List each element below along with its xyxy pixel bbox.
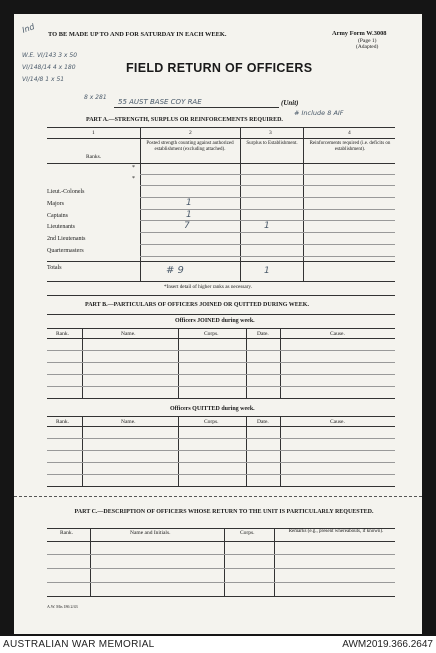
joined-title: Officers JOINED during week. [175,318,255,324]
col-num-3: 3 [269,130,272,136]
margin-note-3: VI/14/8 1 x 51 [22,76,65,83]
header-reinforcements: Reinforcements required (i.e. deficits on establishment). [309,141,391,152]
part-c-vline [274,528,275,596]
part-a-vline-3 [303,127,304,282]
unit-handwritten: 55 AUST BASE COY RAE [118,98,202,106]
rank-captains: Captains [47,213,68,219]
part-c-bottom-rule [47,596,395,597]
part-c-col-rank: Rank. [60,530,73,536]
unit-label: (Unit) [281,99,299,107]
joined-col-cause: Cause. [330,331,345,337]
margin-note-2: VI/148/14 4 x 180 [22,64,76,71]
joined-col-name: Name. [121,331,136,337]
captains-posted: 1 [186,210,192,220]
joined-vline [82,328,83,398]
quitted-vline [178,416,179,486]
quitted-title: Officers QUITTED during week. [170,406,255,412]
part-a-header-rule [47,163,395,164]
unit-underline [114,107,279,108]
quitted-vline [246,416,247,486]
joined-vline [246,328,247,398]
top-instruction: TO BE MADE UP TO AND FOR SATURDAY IN EACH WEEK. [48,31,227,38]
part-c-vline [224,528,225,596]
document-page [14,14,422,634]
joined-header-bottom [47,338,395,339]
archive-footer [0,636,436,653]
archive-reference: AWM2019.366.2647 [342,639,433,650]
joined-col-corps: Corps. [204,331,219,337]
margin-note-total: 8 x 281 [84,94,107,101]
part-a-vline-2 [240,127,241,282]
joined-vline [178,328,179,398]
col-num-4: 4 [348,130,351,136]
part-a-bottom-rule [47,281,395,282]
quitted-col-rank: Rank. [56,419,69,425]
form-number: Army Form W.3008 [332,30,387,37]
lieutenants-posted: 7 [184,221,190,231]
archive-name: AUSTRALIAN WAR MEMORIAL [3,639,155,650]
part-c-col-remarks: Remarks (e.g., present whereabouts, if known). [288,529,384,534]
part-a-title: PART A.—STRENGTH, SURPLUS OR REINFORCEMENTS REQUIRED. [86,117,283,123]
quitted-header-top [47,416,395,417]
totals-posted: # 9 [166,265,184,276]
quitted-col-date: Date. [257,419,269,425]
part-a-vline-1 [140,127,141,282]
rank-2nd-lieutenants: 2nd Lieutenants [47,236,86,242]
joined-bottom-rule [47,398,395,399]
joined-col-date: Date. [257,331,269,337]
part-b-rule [47,314,395,315]
totals-surplus: 1 [264,266,270,276]
rank-majors: Majors [47,201,64,207]
print-code: A.W. Mis 186 2/43 [47,604,78,609]
margin-note-1: W.E. VI/143 3 x 50 [22,52,78,59]
asterisk-1: * [132,165,135,171]
quitted-bottom-rule [47,486,395,487]
corner-note: Ind [20,22,36,35]
tear-line [14,496,422,497]
part-a-top-rule [47,127,395,128]
part-c-col-name: Name and Initials. [130,530,171,536]
part-b-top-rule [47,295,395,296]
col-num-2: 2 [189,130,192,136]
quitted-vline [280,416,281,486]
part-a-footnote: *Insert detail of higher ranks as necessary. [164,284,252,290]
col-num-1: 1 [92,130,95,136]
part-a-num-rule [47,138,395,139]
quitted-vline [82,416,83,486]
rank-lieutenants: Lieutenants [47,224,75,230]
adapted-label: (Adapted) [356,44,379,50]
lieutenants-surplus: 1 [264,221,270,231]
asterisk-2: * [132,176,135,182]
joined-col-rank: Rank. [56,331,69,337]
part-b-title: PART B.—PARTICULARS OF OFFICERS JOINED OR QUITTED DURING WEEK. [85,302,309,308]
joined-header-top [47,328,395,329]
part-c-title: PART C.—DESCRIPTION OF OFFICERS WHOSE RETURN TO THE UNIT IS PARTICULARLY REQUESTED. [74,509,374,515]
quitted-col-name: Name. [121,419,136,425]
part-c-header-bottom [47,541,395,542]
part-c-col-corps: Corps. [240,530,255,536]
joined-vline [280,328,281,398]
header-surplus: Surplus to Establishment. [246,141,298,146]
rank-lieut-colonels: Lieut.-Colonels [47,189,85,195]
totals-rule [47,261,395,262]
page-number: (Page 1) [358,38,377,44]
handwritten-include-note: # Include 8 AIF [294,109,344,117]
majors-posted: 1 [186,198,192,208]
quitted-col-cause: Cause. [330,419,345,425]
rank-totals: Totals [47,265,62,271]
quitted-col-corps: Corps. [204,419,219,425]
quitted-header-bottom [47,426,395,427]
part-c-vline [90,528,91,596]
rank-quartermasters: Quartermasters [47,248,84,254]
form-title: FIELD RETURN OF OFFICERS [126,61,313,75]
header-ranks: Ranks. [86,154,102,160]
header-posted: Posted strength counting against authorized establishment (excluding attached). [146,141,234,152]
